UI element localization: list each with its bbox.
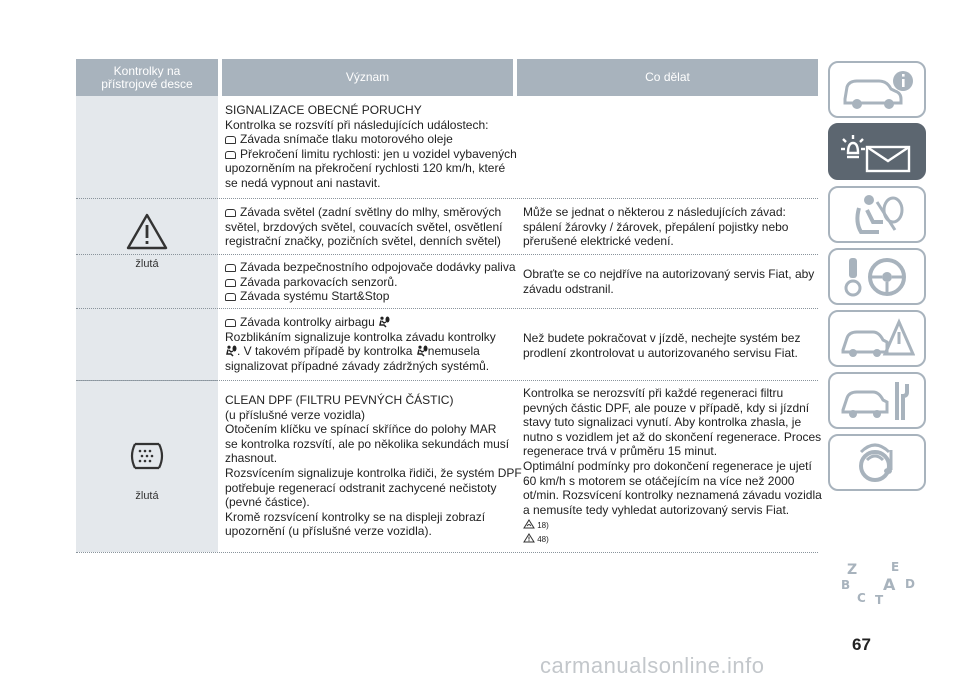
warning-note-icon	[523, 533, 535, 543]
tab-emergency[interactable]	[828, 310, 926, 367]
note-ref-row	[523, 519, 549, 533]
text-fragment: (pevné částice).	[225, 495, 310, 510]
text-fragment: Kontrolka se nerozsvítí při každé regeneraci filtru	[523, 386, 784, 400]
row-divider	[76, 198, 818, 199]
action-cell	[523, 205, 819, 249]
indicator-color-label: žlutá	[135, 258, 159, 270]
text-fragment: se nedá vypnout ani nastavit.	[225, 175, 381, 190]
text-line	[225, 422, 513, 437]
text-line	[225, 275, 513, 290]
airbag-icon	[225, 345, 237, 357]
car-info-icon	[839, 67, 915, 113]
note-refs	[523, 519, 549, 547]
header-line: Kontrolky na	[113, 63, 181, 78]
text-line	[225, 330, 513, 345]
text-fragment: nemusela	[427, 344, 480, 359]
car-bullet-icon	[225, 264, 236, 272]
key-steering-wheel-icon	[839, 254, 915, 300]
text-fragment: zhasnout.	[225, 451, 278, 466]
hand-note-icon	[523, 519, 535, 529]
text-line	[523, 503, 819, 518]
meaning-cell	[225, 103, 517, 191]
text-line	[523, 415, 819, 430]
header-meaning	[222, 59, 513, 96]
text-line	[225, 289, 513, 304]
car-maintenance-icon	[839, 378, 915, 424]
text-fragment: upozornění (u příslušné verze vozidla).	[225, 524, 432, 539]
text-fragment: signalizovat případné závady zádržných systémů.	[225, 358, 490, 373]
action-cell	[523, 331, 819, 360]
text-fragment: ot/min. Rozsvícení kontrolky neznamená závadu vozidla	[523, 488, 822, 503]
svg-text:D: D	[905, 577, 915, 591]
indicator-color-label: žlutá	[135, 490, 159, 502]
text-line	[225, 359, 513, 374]
car-bullet-icon	[225, 136, 236, 144]
text-fragment: registrační značky, pozičních světel, denních světel)	[225, 234, 501, 249]
text-fragment: Otočením klíčku ve spínací skříňce do polohy MAR	[225, 422, 497, 437]
text-line	[225, 408, 513, 423]
tab-getting-to-know-car[interactable]	[828, 61, 926, 118]
note-ref-row	[523, 533, 549, 547]
text-line	[225, 481, 513, 496]
text-line	[523, 474, 819, 489]
car-bullet-icon	[225, 319, 236, 327]
text-fragment: Závada kontrolky airbagu	[240, 315, 375, 329]
text-line	[225, 161, 513, 176]
svg-text:T: T	[875, 593, 884, 604]
text-fragment: SIGNALIZACE OBECNÉ PORUCHY	[225, 103, 422, 117]
indicator-cell-general-fault	[76, 96, 218, 380]
text-line	[225, 451, 513, 466]
row-divider	[76, 380, 818, 381]
text-fragment: přerušené elektrické vedení.	[523, 234, 674, 249]
tab-safety[interactable]	[828, 186, 926, 243]
row-divider	[76, 254, 818, 255]
text-line	[225, 146, 517, 162]
text-line	[523, 331, 819, 346]
row-divider	[76, 552, 818, 553]
text-line	[225, 393, 513, 408]
tab-starting-driving[interactable]	[828, 248, 926, 305]
text-fragment: . V takovém případě by kontrolka	[237, 344, 416, 359]
text-line	[225, 220, 513, 235]
text-fragment: Než budete pokračovat v jízdě, nechejte systém bez	[523, 331, 801, 345]
header-what-to-do	[517, 59, 818, 96]
text-fragment: světel, brzdových světel, couvacích světel, osvětlení	[225, 219, 503, 234]
text-line	[523, 234, 819, 249]
car-bullet-icon	[225, 279, 236, 287]
text-line	[225, 205, 513, 220]
text-fragment: 60 km/h s motorem se otáčejícím na více než 2000	[523, 473, 795, 488]
header-what-to-do-label: Co dělat	[645, 70, 690, 84]
indicator-cell-dpf	[76, 381, 218, 552]
text-line	[225, 495, 513, 510]
text-fragment: Obraťte se co nejdříve na autorizovaný servis Fiat, aby	[523, 267, 815, 281]
text-line	[225, 524, 513, 539]
text-line	[523, 429, 822, 445]
text-line	[523, 459, 819, 474]
text-line	[523, 220, 819, 235]
text-fragment: Kromě rozsvícení kontrolky se na displeji zobrazí	[225, 509, 486, 524]
header-line: přístrojové desce	[101, 76, 193, 91]
header-indicator-lights	[76, 59, 218, 96]
multimedia-icon	[839, 440, 915, 486]
meaning-cell	[225, 393, 522, 539]
header-indicator-lights-label	[101, 65, 192, 91]
text-line	[523, 205, 819, 220]
text-fragment: Rozsvícením signalizuje kontrolka řidiči, že systém DPF	[225, 465, 522, 480]
car-bullet-icon	[225, 209, 236, 217]
tab-index[interactable]	[828, 550, 926, 612]
action-cell	[523, 386, 822, 517]
text-fragment: (u příslušné verze vozidla)	[225, 407, 366, 422]
text-fragment: a nemusíte tedy vyhledat autorizovaný servis Fiat.	[523, 502, 790, 517]
meaning-cell	[225, 260, 516, 304]
row-divider	[76, 308, 818, 309]
airbag-icon	[378, 316, 390, 328]
text-fragment: Optimální podmínky pro dokončení regenerace je ujetí	[523, 458, 812, 473]
text-line	[225, 103, 513, 118]
text-line	[523, 346, 819, 361]
warning-triangle-icon	[125, 212, 169, 252]
alphabetical-index-icon	[839, 558, 915, 604]
action-cell	[523, 267, 819, 296]
note-ref: 48)	[537, 535, 549, 544]
airbag-icon	[416, 345, 428, 357]
dpf-filter-icon	[125, 434, 169, 478]
text-line	[225, 465, 522, 481]
text-fragment: stavy tuto signalizaci vynutí. Aby kontrolka zhasla, je	[523, 415, 802, 430]
text-line	[523, 444, 819, 459]
text-fragment: Může se jednat o některou z následujících závad:	[523, 205, 786, 219]
svg-text:A: A	[883, 575, 896, 594]
text-fragment: se kontrolka rozsvítí, ale po několika sekundách musí	[225, 436, 510, 451]
page-number: 67	[852, 635, 871, 654]
text-line	[225, 315, 513, 330]
text-line	[225, 234, 513, 249]
text-line	[225, 437, 513, 452]
text-fragment: nutno s vozidlem jet až do skončení regenerace. Proces	[523, 429, 822, 444]
text-line	[523, 401, 819, 416]
tab-multimedia[interactable]	[828, 434, 926, 491]
meaning-cell	[225, 205, 513, 249]
text-fragment: Závada parkovacích senzorů.	[240, 274, 398, 289]
text-fragment: spálení žárovky / žárovek, přepálení pojistky nebo	[523, 219, 789, 234]
text-line	[225, 510, 513, 525]
car-bullet-icon	[225, 151, 236, 159]
header-meaning-label: Význam	[345, 70, 390, 84]
seat-airbag-icon	[839, 192, 915, 238]
text-fragment: Závada bezpečnostního odpojovače dodávky paliva	[240, 260, 516, 274]
text-fragment: Kontrolka se rozsvítí při následujících událostech:	[225, 117, 489, 132]
text-fragment: potřebuje regenerací odstranit zachycené nečistoty	[225, 480, 497, 495]
text-fragment: regenerace trvá v průměru 15 minut.	[523, 444, 718, 459]
car-bullet-icon	[225, 293, 236, 301]
car-breakdown-icon	[839, 316, 915, 362]
text-line	[523, 267, 819, 282]
note-ref: 18)	[537, 521, 549, 530]
text-fragment: prodlení zkontrolovat u autorizovaného servisu Fiat.	[523, 345, 798, 360]
text-fragment: Překročení limitu rychlosti: jen u vozidel vybavených	[240, 146, 517, 161]
text-fragment: Rozblikáním signalizuje kontrolka závadu kontrolky	[225, 329, 496, 344]
text-line	[225, 344, 513, 359]
meaning-cell	[225, 315, 513, 373]
text-fragment: Závada světel (zadní světlny do mlhy, směrových	[240, 205, 502, 219]
text-fragment: CLEAN DPF (FILTRU PEVNÝCH ČÁSTIC)	[225, 393, 454, 407]
text-fragment: závadu odstranil.	[523, 281, 614, 296]
text-fragment: pevných částic DPF, ale pouze v případě, kdy si jízdní	[523, 400, 810, 415]
svg-text:B: B	[841, 578, 851, 592]
tab-instrument-panel[interactable]	[828, 123, 926, 180]
text-line	[523, 386, 819, 401]
text-line	[225, 118, 513, 133]
text-line	[225, 176, 513, 191]
warning-lights-message-icon	[839, 129, 915, 175]
text-fragment: Závada systému Start&Stop	[240, 289, 390, 304]
text-line	[523, 488, 822, 503]
watermark: carmanualsonline.info	[540, 653, 765, 678]
svg-text:E: E	[891, 560, 900, 574]
text-fragment: Závada snímače tlaku motorového oleje	[240, 132, 453, 147]
text-line	[523, 282, 819, 297]
tab-maintenance[interactable]	[828, 372, 926, 429]
svg-text:C: C	[857, 591, 866, 604]
text-line	[225, 132, 513, 147]
text-line	[225, 260, 516, 275]
svg-text:Z: Z	[847, 562, 858, 578]
text-fragment: upozorněním na překročení rychlosti 120 km/h, které	[225, 161, 506, 176]
